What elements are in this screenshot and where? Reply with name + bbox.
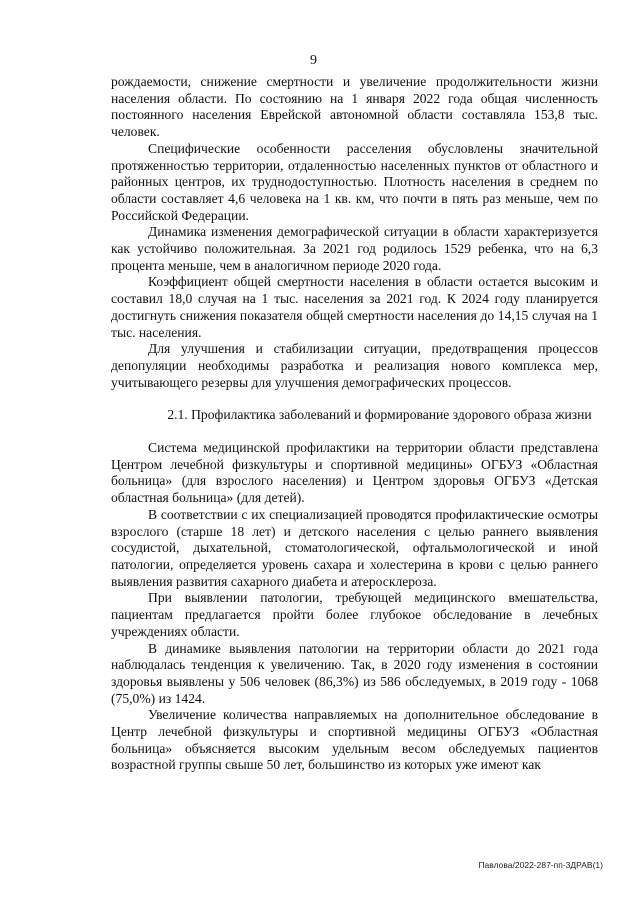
paragraph-mortality: Коэффициент общей смертности населения в области остается высоким и составил 18,0 случая на 1 тыс. населения за 2021 год. К 2024 году планируется достигнуть снижения показателя общей смертности населения до 14,15 случая на 1 тыс. населения. (111, 274, 598, 340)
document-body (111, 74, 598, 774)
document-footer-code: Павлова/2022-287-пп-3ДРАВ(1) (478, 860, 603, 870)
paragraph-settlement: Специфические особенности расселения обусловлены значительной протяженностью территории, отдаленностью населенных пунктов от областного и районных центров, их труднодоступностью. Плотность населения в среднем по области составляет 4,6 человека на 1 кв. км, что почти в пять раз меньше, чем по Российской Федерации. (111, 140, 598, 223)
paragraph-demographics: Динамика изменения демографической ситуации в области характеризуется как устойчиво положительная. За 2021 год родилось 1529 ребенка, что на 6,3 процента меньше, чем в аналогичном периоде 2020 года. (111, 224, 598, 273)
page-number: 9 (310, 53, 317, 68)
paragraph-examinations: В соответствии с их специализацией проводятся профилактические осмотры взрослого (старше 18 лет) и детского населения с целью раннего выявления сосудистой, дыхательной, стоматологической, офтальмологической и иной патологии, определяется уровень сахара и холестерина в крови с целью раннего выявления развития сахарного диабета и атеросклероза. (111, 506, 598, 589)
section-heading: 2.1. Профилактика заболеваний и формирование здорового образа жизни (167, 407, 592, 423)
paragraph-dynamics: В динамике выявления патологии на территории области до 2021 года наблюдалась тенденция к увеличению. Так, в 2020 году изменения в состоянии здоровья выявлены у 506 человек (86,3%) из 586 обследуемых, в 2019 году - 1068 (75,0%) из 1424. (111, 640, 598, 706)
paragraph-prevention-system: Система медицинской профилактики на территории области представлена Центром лечебной физкультуры и спортивной медицины» ОГБУЗ «Областная больница» (для взрослого населения) и Центром здоровья ОГБУЗ «Детская областная больница» (для детей). (111, 440, 598, 506)
paragraph-referrals: Увеличение количества направляемых на дополнительное обследование в Центр лечебной физкультуры и спортивной медицины ОГБУЗ «Областная больница» объясняется высоким удельным весом обследуемых пациентов возрастной группы свыше 50 лет, большинство из которых уже имеют как (111, 707, 598, 773)
paragraph-measures: Для улучшения и стабилизации ситуации, предотвращения процессов депопуляции необходимы разработка и реализация нового комплекса мер, учитывающего резервы для улучшения демографических процессов. (111, 341, 598, 390)
paragraph-pathology: При выявлении патологии, требующей медицинского вмешательства, пациентам предлагается пройти более глубокое обследование в лечебных учреждениях области. (111, 590, 598, 639)
paragraph-continuation: рождаемости, снижение смертности и увеличение продолжительности жизни населения области. По состоянию на 1 января 2022 года общая численность постоянного населения Еврейской автономной области составляла 153,8 тыс. человек. (111, 74, 598, 140)
